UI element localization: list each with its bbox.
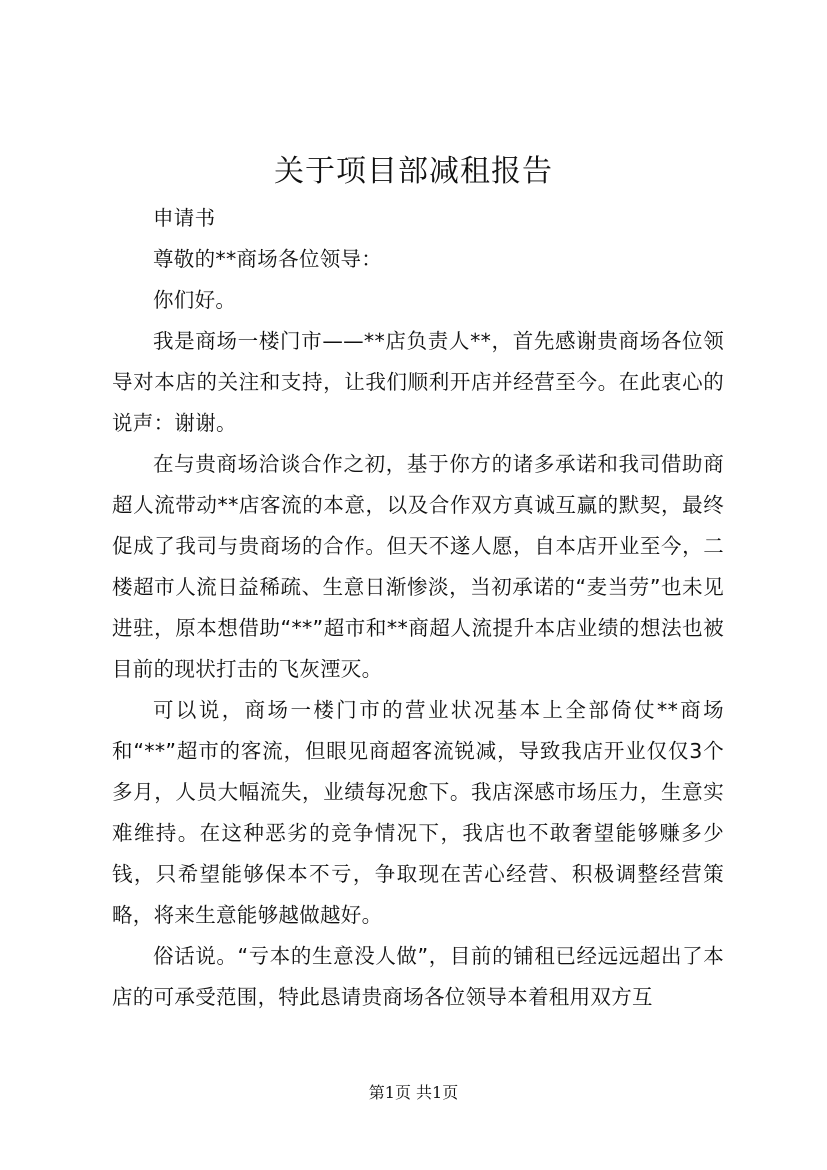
paragraph-greeting: 你们好。 (153, 288, 237, 312)
document-title: 关于项目部减租报告 (274, 154, 553, 189)
paragraph-introduction: 我是商场一楼门市——**店负责人**，首先感谢贵商场各位领导对本店的关注和支持，让我们顺利开店并经营至今。在此衷心的说声：谢谢。 (112, 329, 724, 435)
paragraph-salutation: 尊敬的**商场各位领导： (153, 247, 383, 271)
paragraph-request: 俗话说。“亏本的生意没人做”，目前的铺租已经远远超出了本店的可承受范围，特此恳请贵商场各位领导本着租用双方互 (112, 944, 724, 1009)
document-body (112, 198, 724, 1018)
paragraph-background: 在与贵商场洽谈合作之初，基于你方的诸多承诺和我司借助商超人流带动**店客流的本意，以及合作双方真诚互赢的默契，最终促成了我司与贵商场的合作。但天不遂人愿，自本店开业至今，二楼超市人流日益稀疏、生意日渐惨淡，当初承诺的“麦当劳”也未见进驻，原本想借助“**”超市和**商超人流提升本店业绩的想法也被目前的现状打击的飞灰湮灭。 (112, 452, 724, 681)
page-footer: 第1页 共1页 (368, 1083, 459, 1102)
paragraph-heading: 申请书 (153, 206, 216, 230)
paragraph-situation: 可以说，商场一楼门市的营业状况基本上全部倚仗**商场和“**”超市的客流，但眼见商超客流锐减，导致我店开业仅仅3个多月，人员大幅流失，业绩每况愈下。我店深感市场压力，生意实难维持。在这种恶劣的竞争情况下，我店也不敢奢望能够赚多少钱，只希望能够保本不亏，争取现在苦心经营、积极调整经营策略，将来生意能够越做越好。 (112, 698, 724, 927)
